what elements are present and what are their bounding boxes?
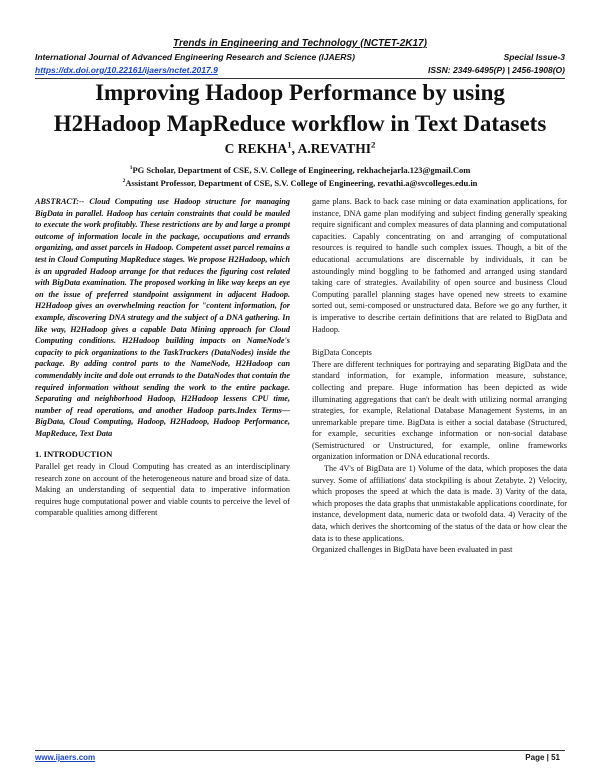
affiliation-1-text: PG Scholar, Department of CSE, S.V. College of Engineering, rekhachejarla.123@gmail.Com <box>132 165 471 175</box>
right-paragraph-4: Organized challenges in BigData have been evaluated in past <box>312 545 513 555</box>
spacer <box>312 335 567 347</box>
paper-title-line-1: Improving Hadoop Performance by using <box>95 80 505 105</box>
affiliation-1-sup: 1 <box>129 165 133 172</box>
affiliation-2-sup: 2 <box>122 178 126 185</box>
authors <box>0 141 600 157</box>
right-paragraph-3: The 4V's of BigData are 1) Volume of the data, which proposes the data survey. Some of affiliations' data stockpiling is about Zetabyte. 2) Velocity, which proposes the speed at which the data is made. 3) Varity of the data, which proposes the data graphs that unmistakable applications coordinate, for instance, development data, numeric data or twofold data. 4) Veracity of the data, which derives the shortcoming of the status of the data or how clear the data is to these applications. <box>312 464 567 543</box>
author-2-sup: 2 <box>371 139 376 150</box>
affiliation-2 <box>0 178 600 188</box>
author-separator: , <box>291 141 298 156</box>
special-issue: Special Issue-3 <box>503 52 565 62</box>
right-paragraph-1: game plans. Back to back case mining or data examination applications, for instance, DNA game plan modifying and subject finding generally speaking require significant and complex measures of data planning and computational capacities. Capably concentrating on and arranging of computational resources is required to handle such complex issues. Though, a bit of the educational accumulations are discernable by individuals, it can be astoundingly mind boggling to be fathomed and arranged using standard taking care of strategies. Availability of open source and business Cloud Computing parallel planning stages have opened new streets to examine sorted out, semi-composed or unstructured data. Before we go any further, it is imperative to describe certain definitions that are related to BigData and Hadoop. <box>312 197 567 334</box>
conference-name: Trends in Engineering and Technology (NCTET-2K17) <box>173 38 427 49</box>
author-1: C REKHA <box>224 141 288 156</box>
right-column <box>312 196 567 556</box>
abstract: ABSTRACT:-- Cloud Computing use Hadoop structure for managing BigData in parallel. Hadoop has certain constraints that could be mauled to execute the work profitably. These restrictions are by and large a prompt outcome of information locale in the package, occupations and errands organizing, and asset parcels in Hadoop. Competent asset parcel remains a test in Cloud Computing MapReduce stages. We propose H2Hadoop, which is an upgraded Hadoop arrange for that reduces the figuring cost related with BigData examination. The proposed working in like way keeps an eye on the issue of preferred standpoint assignment in adjacent Hadoop. H2Hadoop gives an overwhelming reaction for "content information, for example, discovering DNA strategy and the subject of a DNA gathering. In like way, H2Hadoop gives a capable Data Mining approach for Cloud Computing conditions. H2Hadoop building impacts on NameNode's capacity to pick organizations to the TaskTrackers (DataNodes) inside the package. By adding control parts to the NameNode, H2Hadoop can commendably incite and dole out errands to the DataNodes that contain the required information without sending the work to the entire package. Separating and neighborhood Hadoop, H2Hadoop lessens CPU time, number of read operations, and another Hadoop parts.Index Terms— BigData, Cloud Computing, Hadoop, H2Hadoop, Hadoop Performance, MapReduce, Text Data <box>35 197 290 438</box>
issn: ISSN: 2349-6495(P) | 2456-1908(O) <box>427 65 565 75</box>
footer-divider <box>35 750 565 751</box>
website-link[interactable]: www.ijaers.com <box>35 753 96 762</box>
paper-title-line-2: H2Hadoop MapReduce workflow in Text Datasets <box>53 111 547 136</box>
doi-link[interactable]: https://dx.doi.org/10.22161/ijaers/nctet.2017.9 <box>35 65 218 75</box>
affiliation-2-text: Assistant Professor, Department of CSE, S.V. College of Engineering, revathi.a@svcolleges.edu.in <box>125 178 478 188</box>
page-number: Page | 51 <box>525 753 560 762</box>
left-column <box>35 196 290 519</box>
introduction-heading: 1. INTRODUCTION <box>35 449 113 460</box>
author-2: A.REVATHI <box>297 141 372 156</box>
right-paragraph-2: There are different techniques for portraying and separating BigData and the standard information, for example, information measure, substance, collecting and prepare. Huge information has been depicted as wide illuminating aggregations that can't be dealt with utilizing normal arranging strategies, for example, Relational Database Management Systems, in an unremarkable prepare time. BigData is either a social database (Structured, for example, securities exchange information or non-social database (Semistructured or Unstructured, for example, online frameworks organization information or DNA educational records. <box>312 359 567 462</box>
author-1-sup: 1 <box>287 139 292 150</box>
bigdata-concepts-heading: BigData Concepts <box>312 348 372 358</box>
journal-name: International Journal of Advanced Engineering Research and Science (IJAERS) <box>35 52 355 62</box>
affiliation-1 <box>0 165 600 175</box>
introduction-text: Parallel get ready in Cloud Computing has created as an interdisciplinary research zone on account of the heterogeneous nature and broad size of data. Making an understanding of sequential data to imperative information requires huge computational power and viable counts to perceive the level of comparable qualities among different <box>35 462 290 518</box>
